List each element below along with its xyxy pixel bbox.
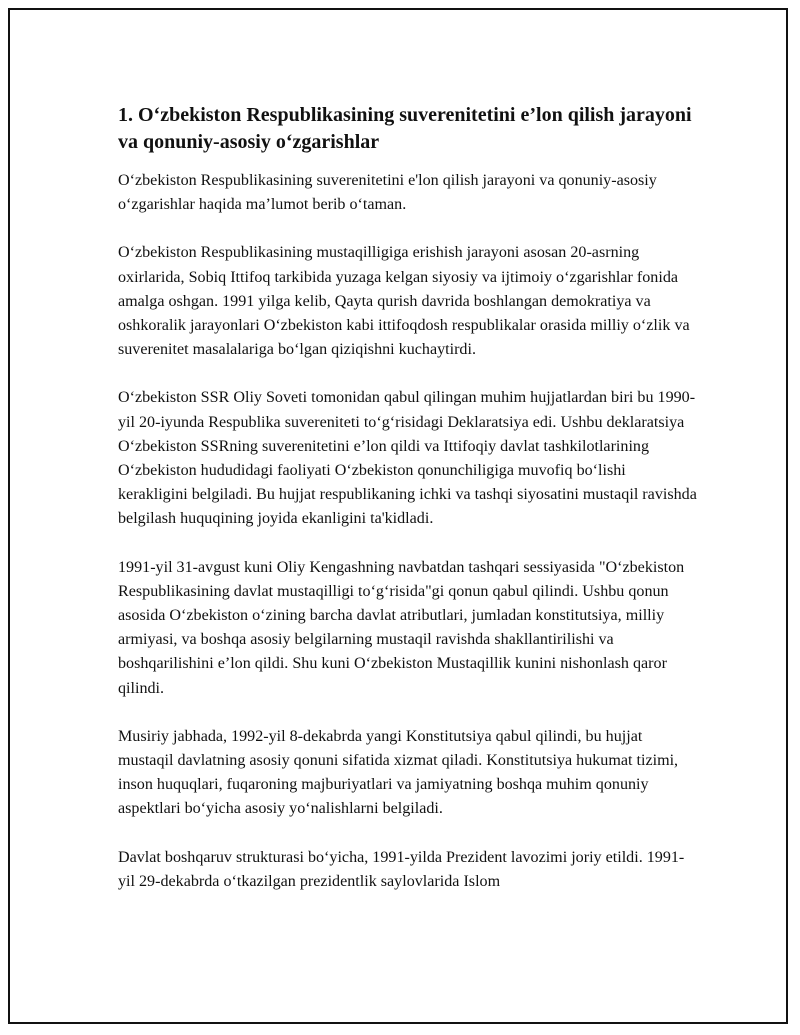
paragraph-sovereignty-declaration: O‘zbekiston SSR Oliy Soveti tomonidan qabul qilingan muhim hujjatlardan biri bu 1990-yil 20-iyunda Respublika suvereniteti to‘g‘risidagi Deklaratsiya edi. Ushbu deklaratsiya O‘zbekiston SSRning suverenitetini e’lon qildi va Ittifoqiy davlat tashkilotlarining O‘zbekiston hududidagi faoliyati O‘zbekiston qonunchiligiga muvofiq bo‘lishi kerakligini belgiladi. Bu hujjat respublikaning ichki va tashqi siyosatini mustaqil ravishda belgilash huquqining joyida ekanligini ta'kidladi. — [118, 389, 697, 528]
paragraph-independence-process: O‘zbekiston Respublikasining mustaqilligiga erishish jarayoni asosan 20-asrning oxirlarida, Sobiq Ittifoq tarkibida yuzaga kelgan siyosiy va ijtimoiy o‘zgarishlar fonida amalga oshgan. 1991 yilga kelib, Qayta qurish davrida boshlangan demokratiya va oshkoralik jarayonlari O‘zbekiston kabi ittifoqdosh respublikalar orasida milliy o‘zlik va suverenitet masalalariga bo‘lgan qiziqishni kuchaytirdi. — [118, 244, 690, 359]
document-page — [8, 8, 788, 1024]
document-body — [118, 102, 698, 918]
paragraph-independence-law: 1991-yil 31-avgust kuni Oliy Kengashning navbatdan tashqari sessiyasida "O‘zbekiston Respublikasining davlat mustaqilligi to‘g‘risida"gi qonun qabul qilindi. Ushbu qonun asosida O‘zbekiston o‘zining barcha davlat atributlari, jumladan konstitutsiya, milliy armiyasi, va boshqa asosiy belgilarning mustaqil ravishda shakllantirilishi va boshqarilishini e’lon qildi. Shu kuni O‘zbekiston Mustaqillik kunini nishonlash qaror qilindi. — [118, 558, 685, 697]
paragraph-constitution: Musiriy jabhada, 1992-yil 8-dekabrda yangi Konstitutsiya qabul qilindi, bu hujjat mustaqil davlatning asosiy qonuni sifatida xizmat qiladi. Konstitutsiya hukumat tizimi, inson huquqlari, fuqaroning majburiyatlari va jamiyatning boshqa muhim qonuniy aspektlari bo‘yicha asosiy yo‘nalishlarni belgiladi. — [118, 727, 679, 818]
paragraph-intro: O‘zbekiston Respublikasining suverenitetini e'lon qilish jarayoni va qonuniy-asosiy o‘zgarishlar haqida ma’lumot berib o‘taman. — [118, 172, 657, 214]
section-title: 1. O‘zbekiston Respublikasining suverenitetini e’lon qilish jarayoni va qonuniy-asosiy o‘zgarishlar — [118, 104, 692, 153]
paragraph-government-structure: Davlat boshqaruv strukturasi bo‘yicha, 1991-yilda Prezident lavozimi joriy etildi. 1991-yil 29-dekabrda o‘tkazilgan prezidentlik saylovlarida Islom — [118, 848, 685, 890]
